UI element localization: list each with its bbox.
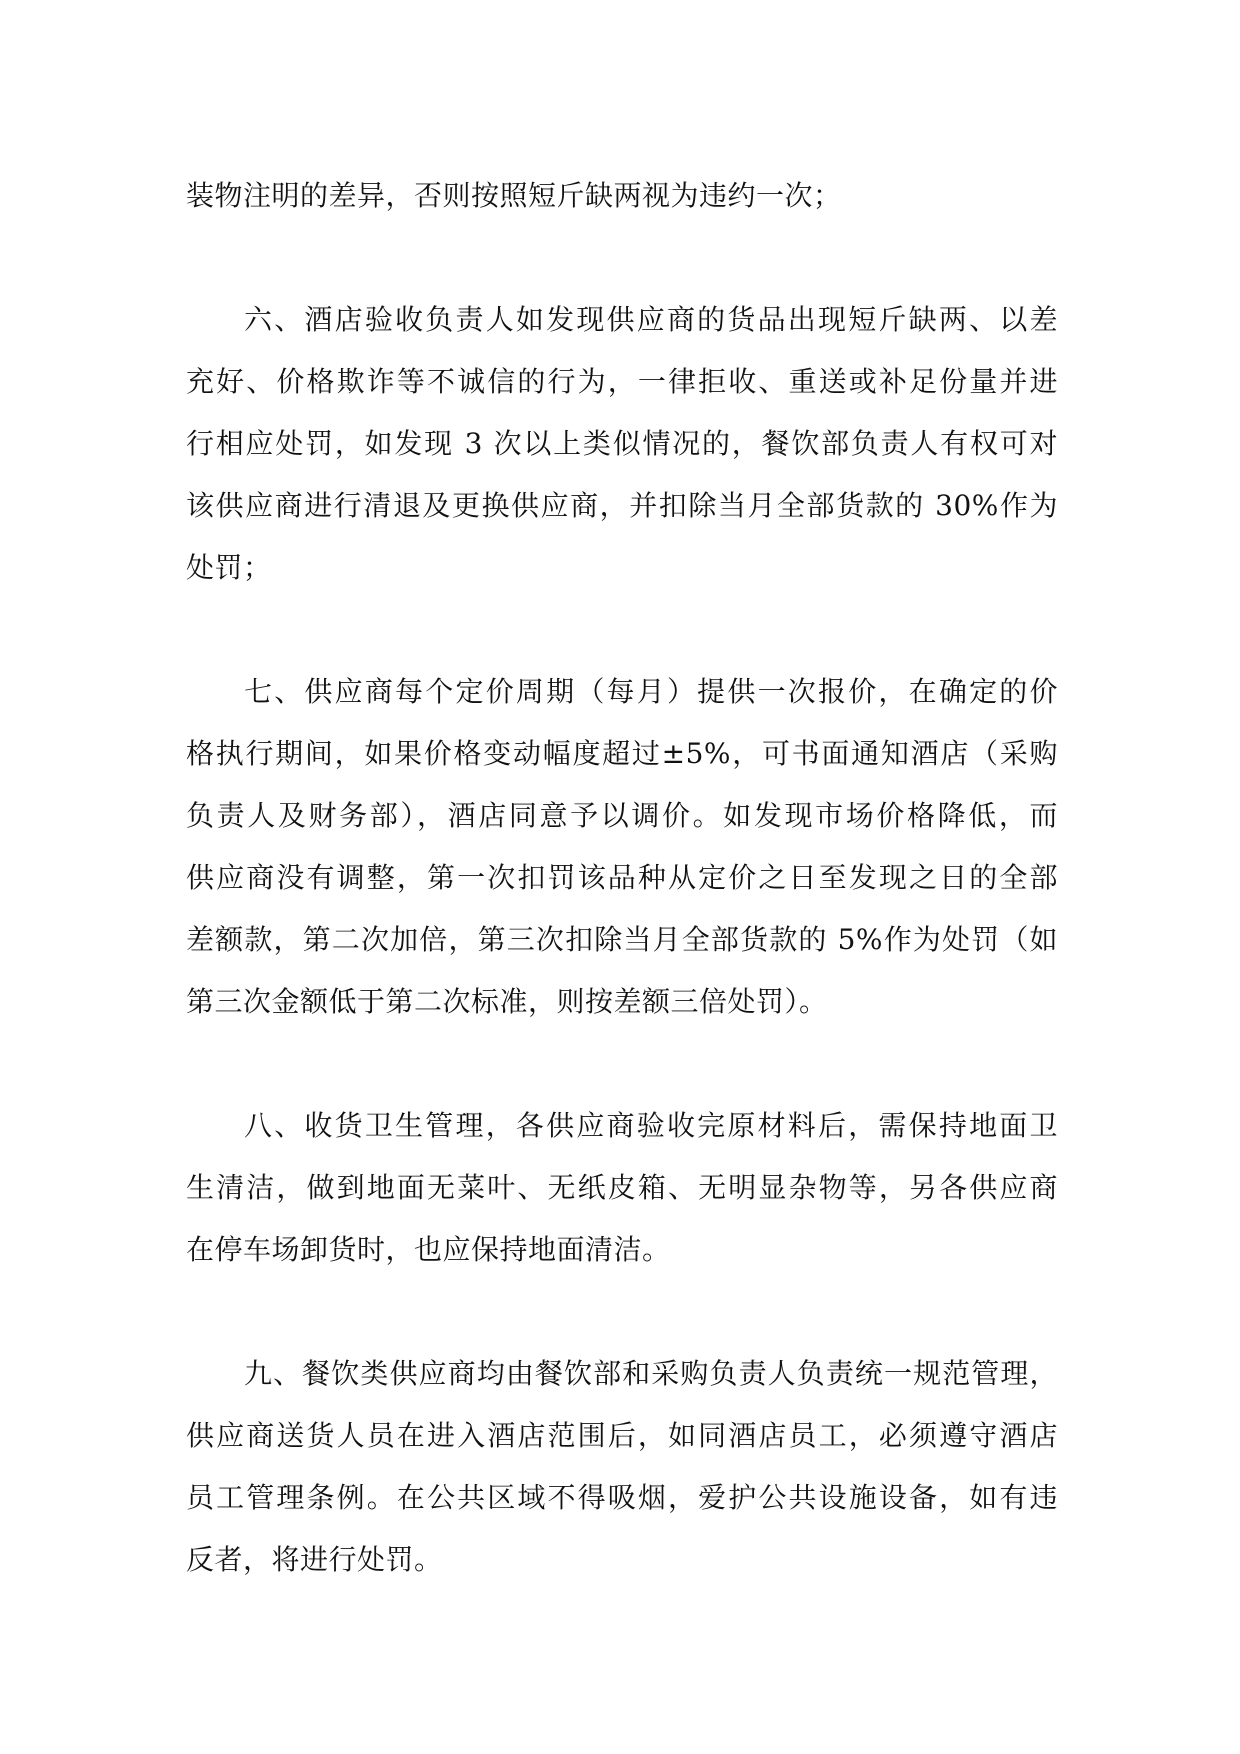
text-line: 反者，将进行处罚。 [186, 1543, 443, 1576]
document-body [186, 165, 1058, 1591]
text-line: 行相应处罚，如发现 3 次以上类似情况的，餐饮部负责人有权可对 [186, 427, 1058, 460]
paragraph-7 [186, 661, 1058, 1033]
text-line: 格执行期间，如果价格变动幅度超过±5%，可书面通知酒店（采购 [186, 737, 1058, 770]
paragraph-gap [186, 1281, 1058, 1343]
text-line: 生清洁，做到地面无菜叶、无纸皮箱、无明显杂物等，另各供应商 [186, 1171, 1058, 1204]
text-line: 充好、价格欺诈等不诚信的行为，一律拒收、重送或补足份量并进 [186, 365, 1058, 398]
paragraph-gap [186, 227, 1058, 289]
paragraph-9 [186, 1343, 1058, 1591]
text-line: 第三次金额低于第二次标准，则按差额三倍处罚）。 [186, 985, 828, 1018]
text-line: 八、收货卫生管理，各供应商验收完原材料后，需保持地面卫 [244, 1109, 1058, 1142]
paragraph-gap [186, 1033, 1058, 1095]
text-line: 在停车场卸货时，也应保持地面清洁。 [186, 1233, 671, 1266]
text-line: 负责人及财务部），酒店同意予以调价。如发现市场价格降低，而 [186, 799, 1058, 832]
text-line: 六、酒店验收负责人如发现供应商的货品出现短斤缺两、以差 [244, 303, 1058, 336]
text-line: 员工管理条例。在公共区域不得吸烟，爱护公共设施设备，如有违 [186, 1481, 1058, 1514]
text-line: 差额款，第二次加倍，第三次扣除当月全部货款的 5%作为处罚（如 [186, 923, 1058, 956]
text-line: 七、供应商每个定价周期（每月）提供一次报价，在确定的价 [244, 675, 1058, 708]
paragraph-8 [186, 1095, 1058, 1281]
paragraph-gap [186, 599, 1058, 661]
text-line: 该供应商进行清退及更换供应商，并扣除当月全部货款的 30%作为 [186, 489, 1058, 522]
text-line: 装物注明的差异，否则按照短斤缺两视为违约一次； [186, 179, 842, 212]
text-line: 九、餐饮类供应商均由餐饮部和采购负责人负责统一规范管理， [244, 1357, 1058, 1390]
text-line: 处罚； [186, 551, 272, 584]
paragraph-continuation [186, 165, 1058, 227]
paragraph-6 [186, 289, 1058, 599]
text-line: 供应商没有调整，第一次扣罚该品种从定价之日至发现之日的全部 [186, 861, 1058, 894]
text-line: 供应商送货人员在进入酒店范围后，如同酒店员工，必须遵守酒店 [186, 1419, 1058, 1452]
